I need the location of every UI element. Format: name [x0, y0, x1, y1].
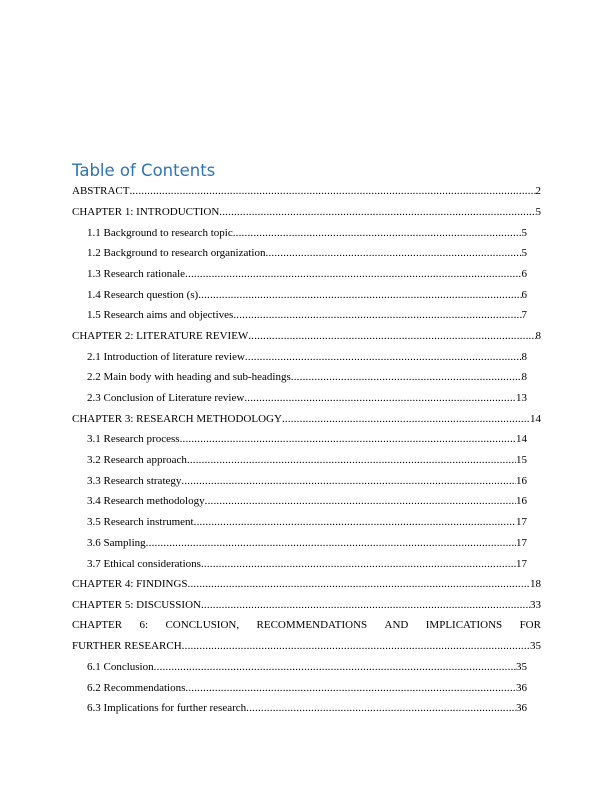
toc-entry-page: 5	[521, 227, 527, 239]
toc-entry-label: ABSTRACT	[72, 185, 130, 197]
toc-leader-dots	[205, 494, 516, 508]
toc-leader-dots	[233, 226, 522, 240]
toc-entry-page: 5	[521, 247, 527, 259]
toc-entry-3-3[interactable]	[87, 474, 527, 488]
toc-leader-dots	[266, 246, 522, 260]
toc-entry-2-3[interactable]	[87, 391, 527, 405]
toc-entry-label: CHAPTER 2: LITERATURE REVIEW	[72, 330, 249, 342]
toc-word: CONCLUSION,	[165, 619, 240, 631]
toc-entry-page: 16	[516, 495, 527, 507]
toc-entry-1-5[interactable]	[87, 308, 527, 322]
toc-word: CHAPTER	[72, 619, 123, 631]
toc-leader-dots	[245, 350, 522, 364]
toc-entry-page: 8	[535, 330, 541, 342]
toc-entry-page: 17	[516, 516, 527, 528]
toc-entry-label: 3.1 Research process	[87, 433, 180, 445]
toc-entry-label: 3.3 Research strategy	[87, 475, 182, 487]
toc-entry-page: 35	[516, 661, 527, 673]
toc-entry-3-4[interactable]	[87, 494, 527, 508]
toc-word: AND	[384, 619, 409, 631]
toc-leader-dots	[188, 577, 530, 591]
toc-entry-abstract[interactable]	[72, 184, 541, 198]
toc-entry-page: 17	[516, 537, 527, 549]
toc-entry-1-4[interactable]	[87, 288, 527, 302]
toc-leader-dots	[185, 267, 521, 281]
toc-leader-dots	[146, 536, 516, 550]
toc-leader-dots	[187, 453, 516, 467]
toc-entry-page: 15	[516, 454, 527, 466]
toc-entry-label: CHAPTER 1: INTRODUCTION	[72, 206, 220, 218]
toc-word: IMPLICATIONS	[425, 619, 503, 631]
toc-entry-2-2[interactable]	[87, 370, 527, 384]
toc-word: RECOMMENDATIONS	[256, 619, 368, 631]
toc-entry-3-1[interactable]	[87, 432, 527, 446]
toc-entry-3-7[interactable]	[87, 557, 527, 571]
toc-entry-3-6[interactable]	[87, 536, 527, 550]
toc-leader-dots	[181, 474, 516, 488]
toc-entry-2-1[interactable]	[87, 350, 527, 364]
toc-entry-chapter-5[interactable]	[72, 598, 541, 612]
toc-entry-chapter-2[interactable]	[72, 329, 541, 343]
toc-entry-page: 14	[530, 413, 541, 425]
toc-entry-3-2[interactable]	[87, 453, 527, 467]
toc-entry-label: 3.5 Research instrument	[87, 516, 194, 528]
toc-leader-dots	[185, 681, 516, 695]
toc-entry-chapter-3[interactable]	[72, 412, 541, 426]
toc-leader-dots	[248, 329, 535, 343]
toc-entry-page: 14	[516, 433, 527, 445]
toc-entry-6-1[interactable]	[87, 660, 527, 674]
toc-entry-label: 2.1 Introduction of literature review	[87, 351, 245, 363]
toc-leader-dots	[154, 660, 516, 674]
toc-entry-page: 6	[521, 289, 527, 301]
toc-entry-label: CHAPTER 4: FINDINGS	[72, 578, 188, 590]
toc-entry-page: 33	[530, 599, 541, 611]
toc-leader-dots	[291, 370, 522, 384]
toc-entry-1-1[interactable]	[87, 226, 527, 240]
toc-entry-page: 17	[516, 558, 527, 570]
toc-leader-dots	[282, 412, 530, 426]
toc-entry-page: 16	[516, 475, 527, 487]
toc-leader-dots	[201, 557, 516, 571]
toc-entry-label: 3.2 Research approach	[87, 454, 187, 466]
toc-entry-6-2[interactable]	[87, 681, 527, 695]
toc-entry-3-5[interactable]	[87, 515, 527, 529]
toc-entry-page: 8	[521, 351, 527, 363]
toc-leader-dots	[194, 515, 516, 529]
toc-entry-label: 3.4 Research methodology	[87, 495, 205, 507]
toc-entry-chapter-1[interactable]	[72, 205, 541, 219]
toc-entry-page: 6	[521, 268, 527, 280]
toc-entry-6-3[interactable]	[87, 701, 527, 715]
toc-entry-label: 6.1 Conclusion	[87, 661, 154, 673]
toc-leader-dots	[182, 639, 530, 653]
toc-entry-1-3[interactable]	[87, 267, 527, 281]
toc-entry-page: 18	[530, 578, 541, 590]
toc-entry-page: 2	[535, 185, 541, 197]
toc-word: FOR	[519, 619, 541, 631]
toc-entry-label: 3.7 Ethical considerations	[87, 558, 201, 570]
toc-entry-label: 2.2 Main body with heading and sub-headings	[87, 371, 291, 383]
toc-entry-label: 6.2 Recommendations	[87, 682, 186, 694]
toc-leader-dots	[219, 205, 535, 219]
toc-entry-chapter-6-line-2[interactable]	[72, 639, 541, 653]
toc-entry-label: FURTHER RESEARCH	[72, 640, 182, 652]
toc-leader-dots	[244, 391, 516, 405]
toc-entry-page: 8	[521, 371, 527, 383]
toc-word: 6:	[139, 619, 149, 631]
toc-entry-label: 2.3 Conclusion of Literature review	[87, 392, 245, 404]
toc-entry-label: 1.5 Research aims and objectives	[87, 309, 234, 321]
toc-entry-page: 35	[530, 640, 541, 652]
toc-entry-label: 1.2 Background to research organization	[87, 247, 266, 259]
toc-entry-label: CHAPTER 3: RESEARCH METHODOLOGY	[72, 413, 282, 425]
toc-entry-label: 1.3 Research rationale	[87, 268, 186, 280]
toc-leader-dots	[129, 184, 535, 198]
toc-entry-label: CHAPTER 5: DISCUSSION	[72, 599, 201, 611]
toc-entry-label: 1.4 Research question (s)	[87, 289, 199, 301]
toc-entry-page: 36	[516, 702, 527, 714]
toc-leader-dots	[246, 701, 516, 715]
toc-leader-dots	[198, 288, 521, 302]
toc-entry-page: 13	[516, 392, 527, 404]
toc-entry-label: 6.3 Implications for further research	[87, 702, 247, 714]
toc-leader-dots	[180, 432, 516, 446]
toc-leader-dots	[201, 598, 530, 612]
toc-entry-label: 3.6 Sampling	[87, 537, 146, 549]
toc-entry-page: 7	[521, 309, 527, 321]
toc-leader-dots	[233, 308, 521, 322]
toc-title: Table of Contents	[72, 161, 216, 180]
toc-entry-chapter-4[interactable]	[72, 577, 541, 591]
toc-entry-chapter-6-line-1[interactable]	[72, 618, 541, 632]
toc-entry-label: 1.1 Background to research topic	[87, 227, 233, 239]
toc-entry-page: 5	[535, 206, 541, 218]
toc-entry-page: 36	[516, 682, 527, 694]
toc-entry-1-2[interactable]	[87, 246, 527, 260]
